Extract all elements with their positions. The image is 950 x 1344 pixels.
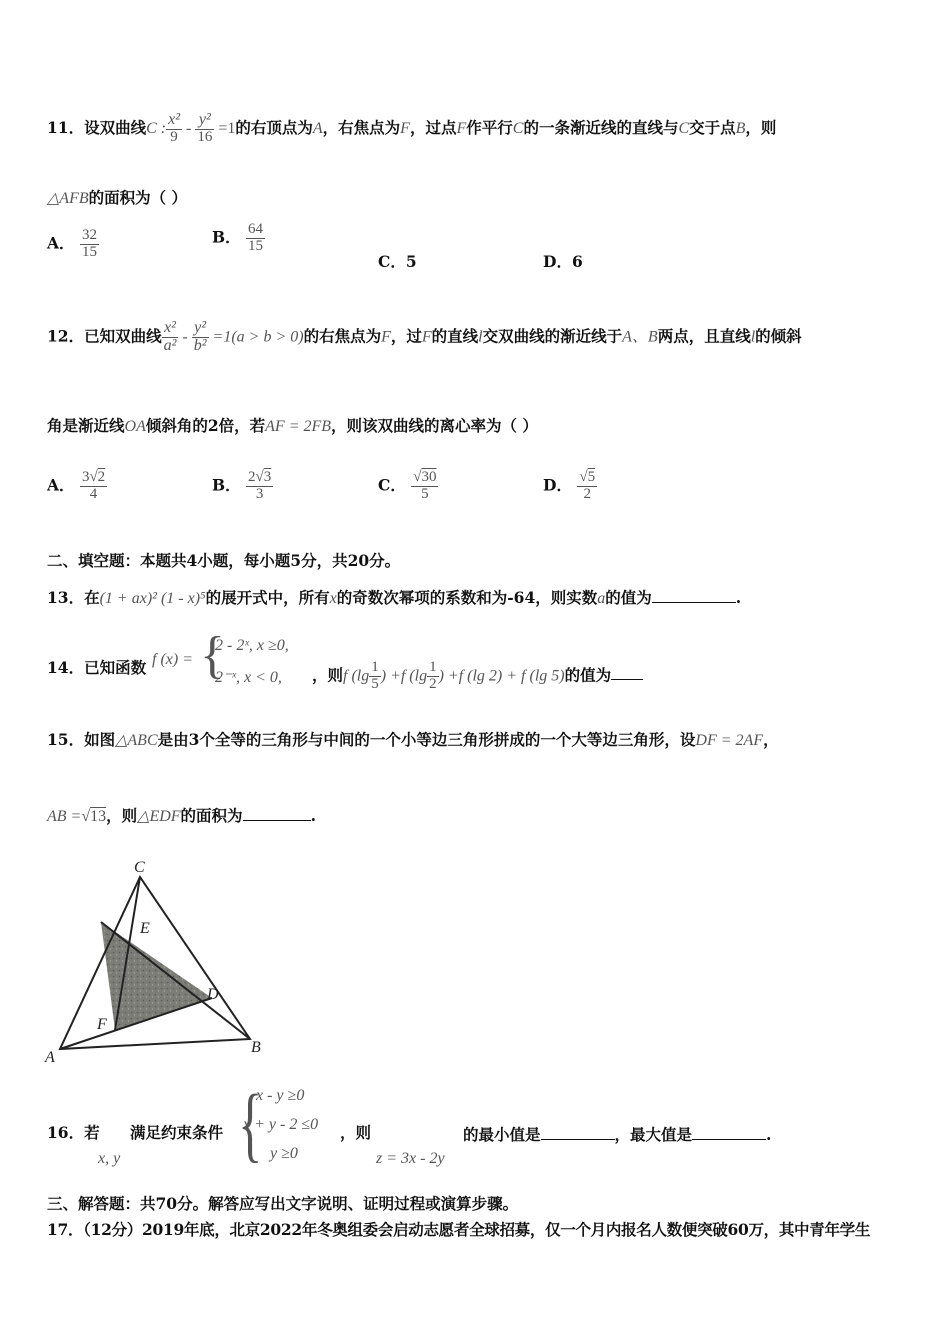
q11-option-a: A． $\frac{32}{15}$ bbox=[47, 227, 97, 260]
q14-answer-blank[interactable] bbox=[611, 665, 643, 680]
section-2-heading: 二、填空题：本题共4小题，每小题5分，共20分。 bbox=[47, 551, 401, 570]
q12-option-c: C． $\frac{√30}{5}$ bbox=[378, 469, 437, 502]
q16-brace: { bbox=[238, 1078, 263, 1171]
q11-frac-x: $\frac{\text{x²}}{9}$ bbox=[168, 111, 180, 145]
label-f: F bbox=[97, 1016, 107, 1033]
q14-tail: ，则f (lg $\frac{1}{5}$ ) +f (lg $\frac{1}{2}$ ) +f (lg 2) + f (lg 5)的值为 bbox=[312, 660, 643, 693]
label-d: D bbox=[207, 986, 219, 1003]
q14-brace: { bbox=[200, 627, 225, 684]
q11-option-c: C．5 bbox=[378, 252, 417, 271]
q11-option-b: B． $\frac{64}{15}$ bbox=[212, 221, 264, 254]
q12-number: 12． bbox=[47, 326, 85, 346]
q16-tail: 的最小值是 ，最大值是 . bbox=[463, 1125, 772, 1144]
q12-option-d: D． $\frac{√5}{2}$ bbox=[543, 469, 596, 502]
q14-number-line: 14．已知函数 bbox=[47, 658, 147, 677]
section-3-heading: 三、解答题：共70分。解答应写出文字说明、证明过程或演算步骤。 bbox=[47, 1194, 519, 1213]
q16-min-blank[interactable] bbox=[541, 1125, 615, 1140]
q13-line: 13．在(1 + ax)² (1 - x)⁵的展开式中，所有x的奇数次幂项的系数和为-64，则实数a的值为 . bbox=[47, 588, 742, 607]
q13-number: 13． bbox=[47, 588, 85, 607]
q11-line2: △AFB的面积为（ ） bbox=[47, 188, 188, 207]
label-e: E bbox=[140, 920, 150, 937]
label-b: B bbox=[251, 1039, 261, 1056]
q13-answer-blank[interactable] bbox=[652, 588, 736, 603]
q17-line: 17．（12分）2019年底，北京2022年冬奥组委会启动志愿者全球招募，仅一个月内报名人数便突破60万，其中青年学生 bbox=[47, 1220, 871, 1239]
q16-max-blank[interactable] bbox=[692, 1125, 766, 1140]
q15-triangle-figure bbox=[40, 855, 280, 1070]
q11-line1: 11．设双曲线C : $\frac{\text{x²}}{9}$ - $\frac{\text{y²}}{16}$ =1的右顶点为A，右焦点为F，过点F作平行C的一条渐近线的直线与C交于点B，则 bbox=[47, 111, 777, 145]
q11-option-d: D．6 bbox=[543, 252, 583, 271]
q14-number: 14． bbox=[47, 658, 85, 677]
q15-answer-blank[interactable] bbox=[243, 806, 311, 821]
q12-line2: 角是渐近线OA倾斜角的2倍，若AF = 2FB，则该双曲线的离心率为（ ） bbox=[47, 416, 538, 435]
q15-number: 15． bbox=[47, 730, 85, 749]
q11-frac-y: $\frac{\text{y²}}{16}$ bbox=[197, 111, 213, 145]
q15-line1: 15．如图△ABC是由3个全等的三角形与中间的一个小等边三角形拼成的一个大等边三角形，设DF = 2AF， bbox=[47, 730, 779, 749]
q12-option-a: A． $\frac{3√2}{4}$ bbox=[47, 469, 106, 502]
q12-line1: 12．已知双曲线 $\frac{\text{x²}}{\text{a²}}$ - $\frac{\text{y²}}{\text{b²}}$ =1(a > b > 0)的右焦点为F，过F的直线l交双曲线的渐近线于A、B两点，且直线l的倾斜 bbox=[47, 319, 802, 354]
label-c: C bbox=[134, 859, 145, 876]
q16-line: 16．若 bbox=[47, 1123, 100, 1142]
label-a: A bbox=[45, 1049, 55, 1066]
q11-number: 11． bbox=[47, 117, 85, 137]
q16-number: 16． bbox=[47, 1123, 85, 1142]
q15-line2: AB =√13，则△EDF的面积为 . bbox=[47, 806, 316, 825]
q12-option-b: B． $\frac{2√3}{3}$ bbox=[212, 469, 272, 502]
